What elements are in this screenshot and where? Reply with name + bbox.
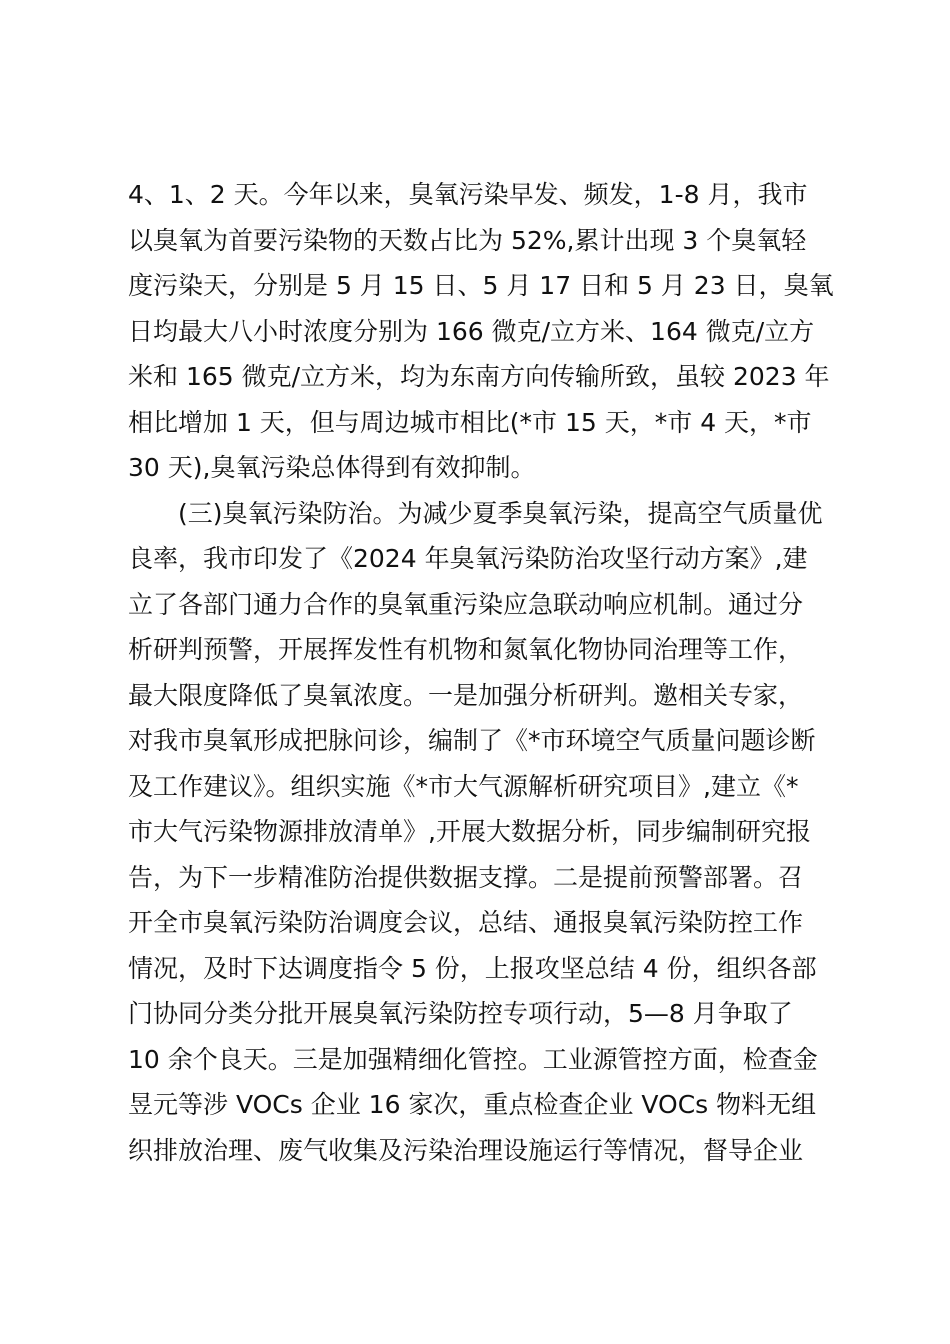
text-line: 良率，我市印发了《2024 年臭氧污染防治攻坚行动方案》,建	[128, 544, 808, 573]
text-line: 立了各部门通力合作的臭氧重污染应急联动响应机制。通过分	[128, 589, 804, 619]
text-line: 昱元等涉 VOCs 企业 16 家次，重点检查企业 VOCs 物料无组	[128, 1090, 817, 1119]
text-line: 及工作建议》。组织实施《*市大气源解析研究项目》,建立《*	[128, 771, 799, 801]
text-line: 相比增加 1 天，但与周边城市相比(*市 15 天，*市 4 天，*市	[128, 407, 812, 437]
text-line: 开全市臭氧污染防治调度会议，总结、通报臭氧污染防控工作	[128, 908, 804, 937]
text-line: 4、1、2 天。今年以来，臭氧污染早发、频发，1-8 月，我市	[128, 180, 808, 209]
text-line: 日均最大八小时浓度分别为 166 微克/立方米、164 微克/立方	[128, 316, 815, 346]
text-line: (三)臭氧污染防治。为减少夏季臭氧污染，提高空气质量优	[128, 498, 823, 528]
text-line: 析研判预警，开展挥发性有机物和氮氧化物协同治理等工作，	[128, 635, 804, 664]
text-line: 告，为下一步精准防治提供数据支撑。二是提前预警部署。召	[128, 862, 804, 892]
text-line: 市大气污染物源排放清单》,开展大数据分析，同步编制研究报	[128, 817, 811, 846]
text-line: 10 余个良天。三是加强精细化管控。工业源管控方面，检查金	[128, 1044, 818, 1074]
text-line: 织排放治理、废气收集及污染治理设施运行等情况，督导企业	[128, 1135, 804, 1165]
text-line: 对我市臭氧形成把脉问诊，编制了《*市环境空气质量问题诊断	[128, 726, 816, 755]
text-line: 门协同分类分批开展臭氧污染防控专项行动，5—8 月争取了	[128, 999, 793, 1028]
body-text	[128, 172, 838, 1173]
text-line: 情况，及时下达调度指令 5 份，上报攻坚总结 4 份，组织各部	[128, 953, 817, 983]
text-line: 30 天),臭氧污染总体得到有效抑制。	[128, 453, 536, 482]
text-line: 度污染天，分别是 5 月 15 日、5 月 17 日和 5 月 23 日，臭氧	[128, 271, 834, 300]
text-line: 最大限度降低了臭氧浓度。一是加强分析研判。邀相关专家，	[128, 680, 804, 710]
text-line: 米和 165 微克/立方米，均为东南方向传输所致，虽较 2023 年	[128, 362, 830, 391]
text-line: 以臭氧为首要污染物的天数占比为 52%,累计出现 3 个臭氧轻	[128, 225, 807, 255]
